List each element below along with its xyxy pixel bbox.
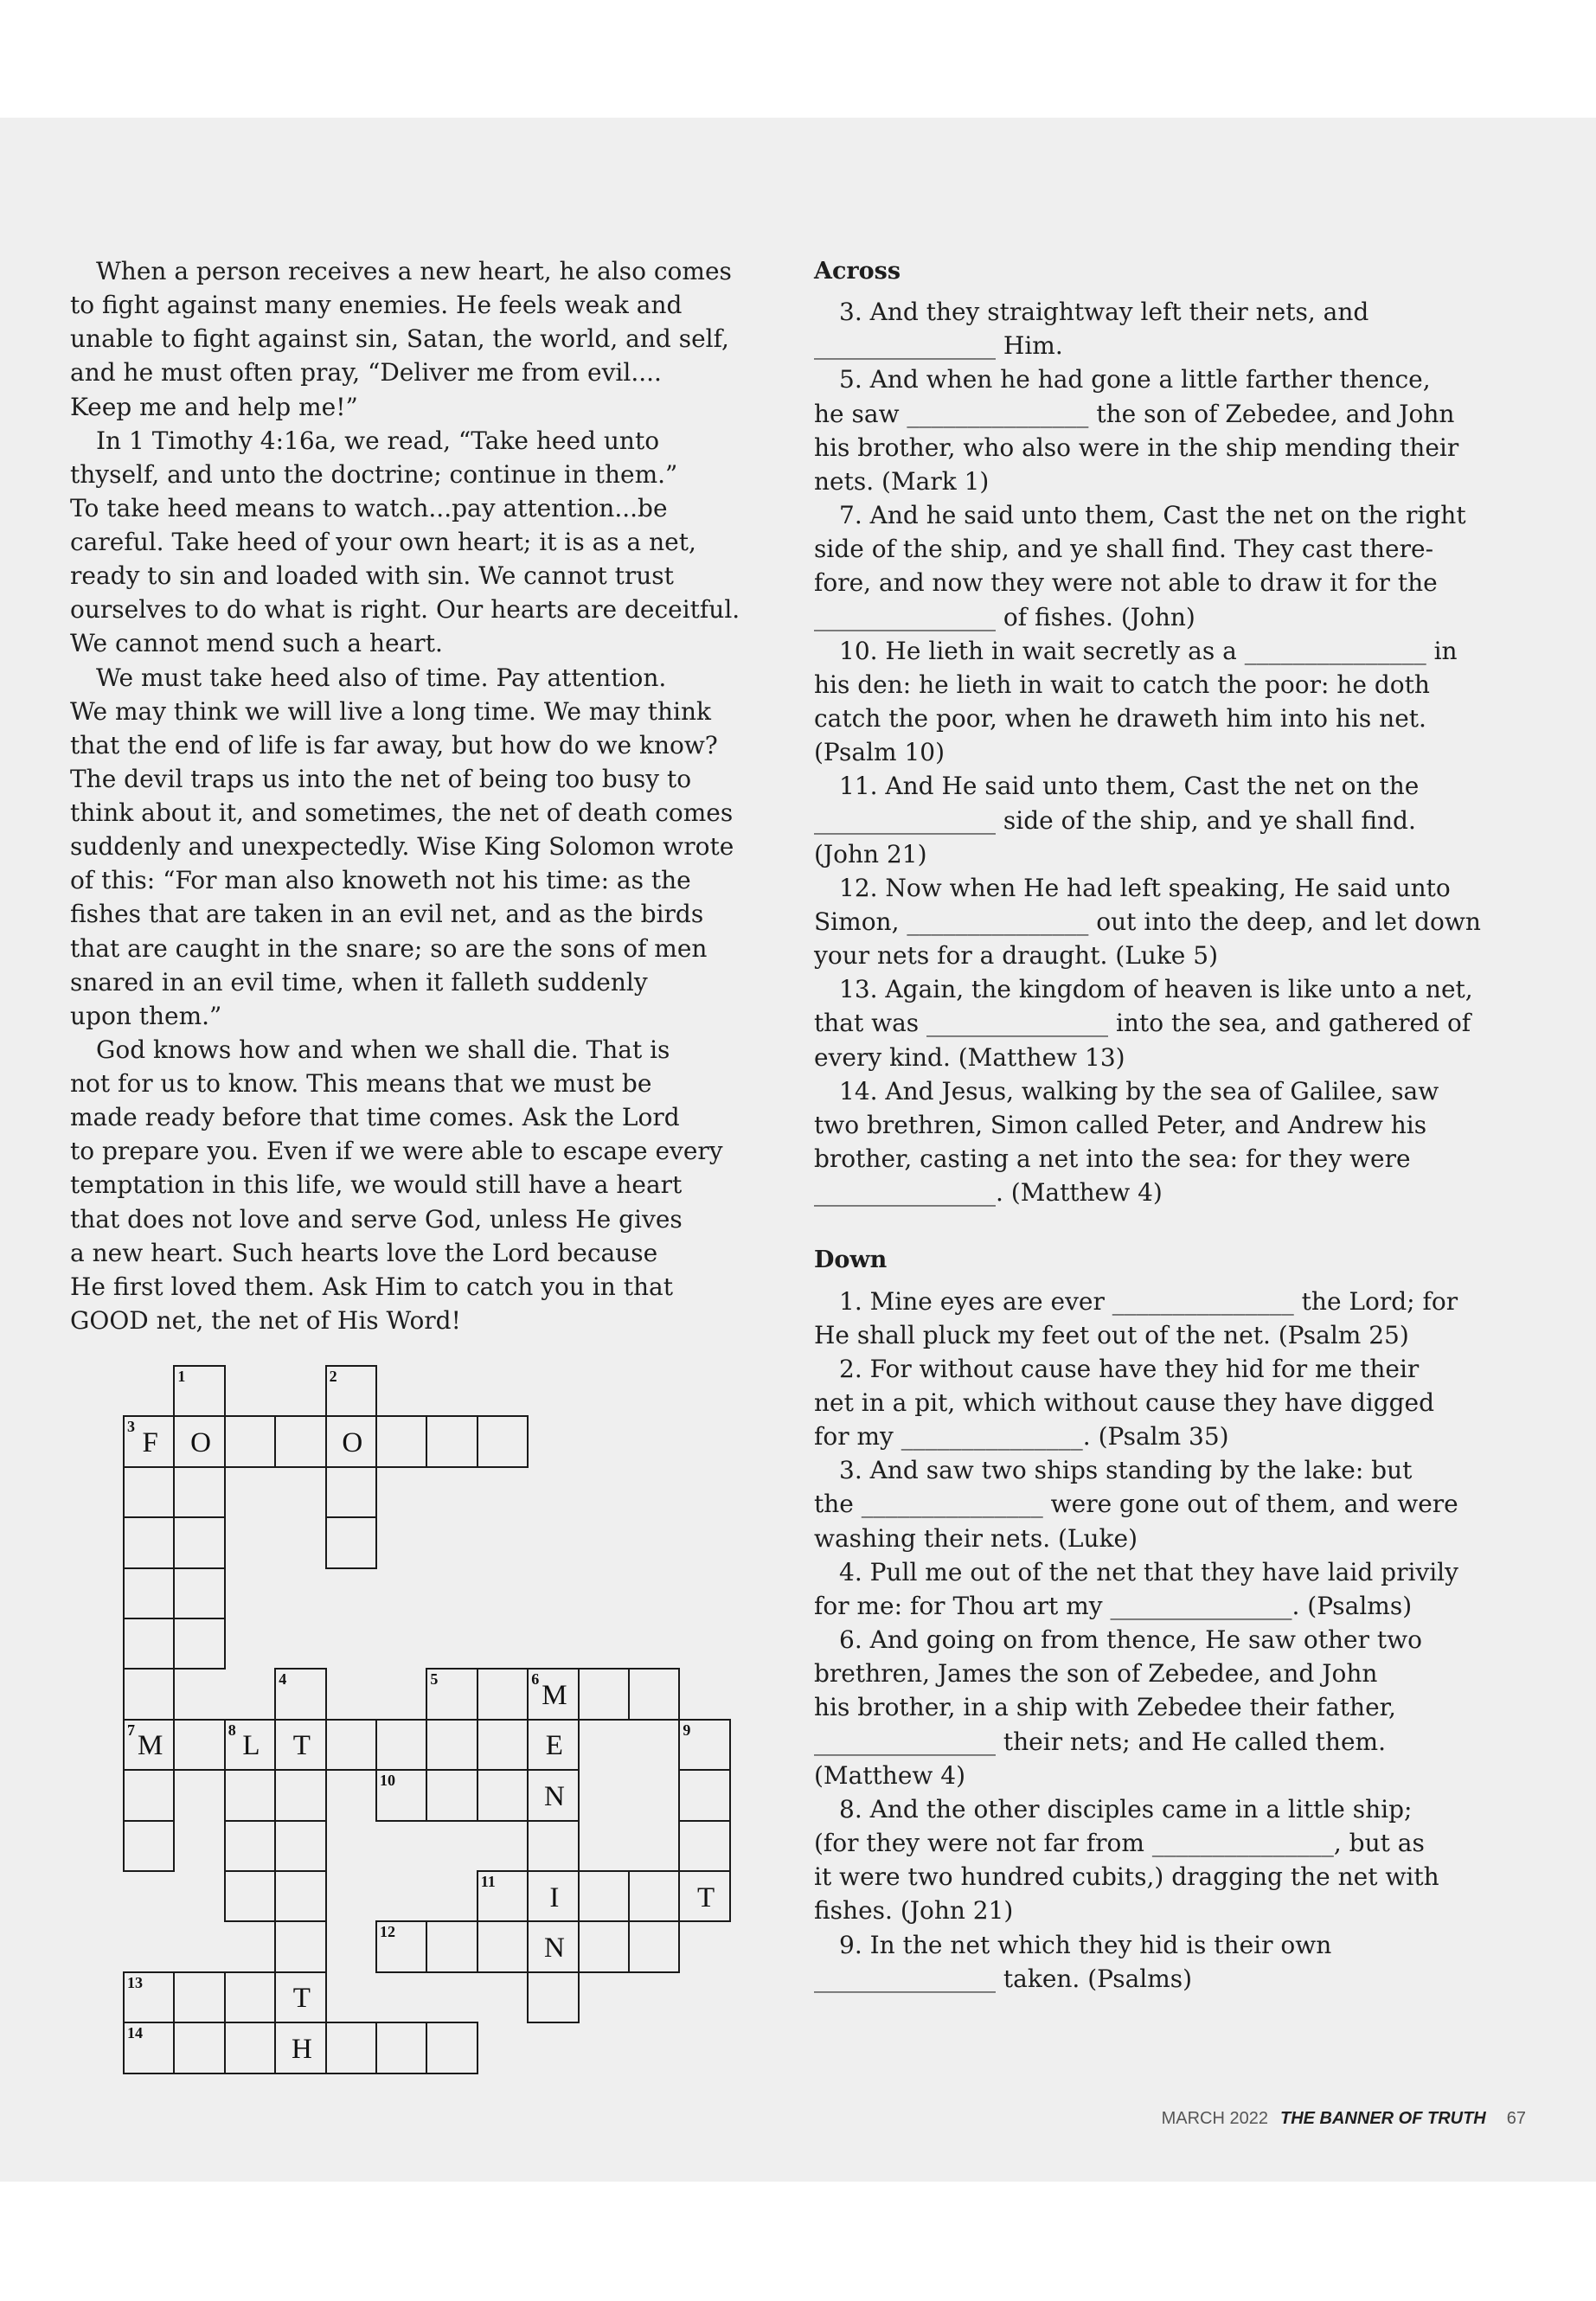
down-clue: 3. And saw two ships standing by the lake: but the _______________ were gone out of them, and were washing their nets. (Luke): [814, 1456, 1458, 1553]
cell-letter: F: [142, 1427, 158, 1459]
crossword-cell: [274, 1920, 326, 1972]
crossword-cell: [527, 1920, 579, 1972]
clue-number: 6: [531, 1670, 540, 1689]
article-paragraph: God knows how and when we shall die. That is not for us to know. This means that we must be made ready before that time comes. Ask the Lord to prepare you. Even if we were able to escape every temptation in this life, we would still have a heart that does not love and serve God, unless He gives a new heart. Such hearts love the Lord because He first loved them. Ask Him to catch you in that GOOD net, the net of His Word!: [70, 1035, 723, 1335]
clue-number: 12: [380, 1923, 395, 1941]
crossword-cell: [173, 1516, 225, 1568]
crossword-cell: [678, 1719, 730, 1771]
clue-number: 14: [127, 2024, 143, 2042]
crossword-cell: [375, 1920, 427, 1972]
crossword-cell: [123, 1971, 175, 2023]
down-clue: 8. And the other disciples came in a little ship; (for they were not far from _______________, but as it were two hundred cubits,) dragging the net with fishes. (John 21): [814, 1794, 1439, 1926]
crossword-cell: [426, 1719, 478, 1771]
clue-number: 10: [380, 1772, 395, 1790]
across-clue: 14. And Jesus, walking by the sea of Galilee, saw two brethren, Simon called Peter, and Andrew his brother, casting a net into the sea: for they were _______________. (Matthew 4): [814, 1076, 1439, 1208]
crossword-cell: [527, 1668, 579, 1720]
crossword-cell: [224, 1415, 276, 1467]
clues-column: [814, 254, 1526, 1996]
down-clue: 2. For without cause have they hid for me their net in a pit, which without cause they have digged for my _______________. (Psalm 35): [814, 1354, 1435, 1452]
down-clue: 4. Pull me out of the net that they have laid privily for me: for Thou art my _______________. (Psalms): [814, 1557, 1458, 1620]
clue-number: 1: [177, 1368, 186, 1385]
across-clue: 11. And He said unto them, Cast the net on the _______________ side of the ship, and ye shall find. (John 21): [814, 772, 1420, 868]
across-clue: 12. Now when He had left speaking, He said unto Simon, _______________ out into the deep, and let down your nets for a draught. (Luke 5): [814, 873, 1481, 971]
cell-letter: T: [292, 1983, 311, 2015]
down-clue: 1. Mine eyes are ever _______________ the Lord; for He shall pluck my feet out of the net. (Psalm 25): [814, 1286, 1458, 1349]
crossword-cell: [426, 2022, 478, 2073]
crossword-cell: [678, 1870, 730, 1922]
clue-number: 4: [279, 1670, 287, 1689]
crossword-cell: [527, 1971, 579, 2023]
issue-date: MARCH 2022: [1161, 2109, 1268, 2128]
article-paragraph: We must take heed also of time. Pay attention. We may think we will live a long time. We may think that the end of life is far away, but how do we know? The devil traps us into the net of being too busy to think about it, and sometimes, the net of death comes suddenly and unexpectedly. Wise King Solomon wrote of this: “For man also knoweth not his time: as the fishes that are taken in an evil net, and as the birds that are caught in the snare; so are the sons of men snared in an evil time, when it falleth suddenly upon them.”: [70, 663, 734, 1030]
crossword-cell: [173, 1567, 225, 1619]
clue-number: 3: [127, 1418, 135, 1436]
magazine-title: THE BANNER OF TRUTH: [1279, 2109, 1486, 2128]
crossword-cell: [274, 1769, 326, 1821]
clue-number: 2: [329, 1368, 337, 1385]
clue-number: 7: [127, 1721, 135, 1739]
cell-letter: L: [242, 1730, 260, 1762]
crossword-cell: [274, 1971, 326, 2023]
crossword-cell: [578, 1668, 630, 1720]
crossword-cell: [173, 1415, 225, 1467]
cell-letter: I: [549, 1881, 560, 1913]
crossword-cell: [274, 1668, 326, 1720]
crossword-cell: [527, 1820, 579, 1872]
clue-number: 13: [127, 1973, 143, 1991]
cell-letter: N: [543, 1932, 565, 1965]
article-paragraph: In 1 Timothy 4:16a, we read, “Take heed unto thyself, and unto the doctrine; continue in them.” To take heed means to watch...pay attention...be careful. Take heed of your own heart; it is as a net, ready to sin and loaded with sin. We cannot trust ourselves to do what is right. Our hearts are deceitful. We cannot mend such a heart.: [70, 426, 740, 658]
page-footer: [1162, 2108, 1526, 2129]
crossword-cell: [173, 2022, 225, 2073]
crossword-cell: [123, 1668, 175, 1720]
crossword-cell: [274, 1719, 326, 1771]
crossword-cell: [123, 1567, 175, 1619]
crossword-cell: [628, 1870, 680, 1922]
crossword-grid: [123, 1365, 731, 2074]
crossword-cell: [274, 1415, 326, 1467]
crossword-cell: [426, 1920, 478, 1972]
crossword-cell: [224, 1971, 276, 2023]
crossword-cell: [477, 1920, 529, 1972]
crossword-cell: [123, 1618, 175, 1670]
crossword-cell: [375, 1769, 427, 1821]
crossword-cell: [274, 1870, 326, 1922]
page-number: 67: [1506, 2109, 1526, 2128]
across-clue: 7. And he said unto them, Cast the net on the right side of the ship, and ye shall find. They cast there- fore, and now they were not able to draw it for the _______________ of fishes. (John): [814, 501, 1466, 631]
article-column: [70, 254, 778, 1337]
crossword-cell: [325, 1415, 377, 1467]
crossword-cell: [477, 1769, 529, 1821]
cell-letter: O: [190, 1427, 211, 1459]
crossword-cell: [325, 1466, 377, 1518]
down-heading: Down: [814, 1247, 888, 1274]
down-clue: 9. In the net which they hid is their own _______________ taken. (Psalms): [814, 1930, 1332, 1993]
cell-letter: H: [291, 2033, 312, 2065]
crossword-cell: [477, 1668, 529, 1720]
crossword-cell: [325, 1719, 377, 1771]
crossword-cell: [325, 1516, 377, 1568]
crossword-cell: [325, 2022, 377, 2073]
crossword-cell: [426, 1769, 478, 1821]
across-clue: 5. And when he had gone a little farther thence, he saw _______________ the son of Zebedee, and John his brother, who also were in the ship mending their nets. (Mark 1): [814, 365, 1459, 496]
crossword-cell: [173, 1719, 225, 1771]
crossword-cell: [477, 1870, 529, 1922]
crossword-cell: [123, 1719, 175, 1771]
across-clue: 3. And they straightway left their nets, and _______________ Him.: [814, 298, 1369, 361]
crossword-cell: [274, 1820, 326, 1872]
article-paragraph: When a person receives a new heart, he also comes to fight against many enemies. He feels weak and unable to fight against sin, Satan, the world, and self, and he must often pray, “Deliver me from evil.... Keep me and help me!”: [70, 257, 732, 421]
crossword-cell: [224, 2022, 276, 2073]
crossword-cell: [123, 2022, 175, 2073]
crossword-cell: [578, 1920, 630, 1972]
crossword-cell: [224, 1719, 276, 1771]
crossword-cell: [173, 1618, 225, 1670]
cell-letter: E: [545, 1730, 563, 1762]
crossword-cell: [123, 1466, 175, 1518]
crossword-cell: [224, 1769, 276, 1821]
crossword-cell: [123, 1769, 175, 1821]
crossword-cell: [123, 1820, 175, 1872]
crossword-cell: [325, 1365, 377, 1417]
crossword-cell: [678, 1820, 730, 1872]
cell-letter: M: [138, 1730, 163, 1762]
crossword-cell: [628, 1920, 680, 1972]
crossword-cell: [173, 1466, 225, 1518]
crossword-cell: [477, 1719, 529, 1771]
crossword-cell: [123, 1516, 175, 1568]
crossword-cell: [375, 2022, 427, 2073]
crossword-cell: [426, 1668, 478, 1720]
crossword-cell: [527, 1769, 579, 1821]
clue-number: 5: [430, 1670, 439, 1689]
crossword-cell: [375, 1415, 427, 1467]
cell-letter: M: [542, 1680, 567, 1712]
across-clue: 10. He lieth in wait secretly as a _______________ in his den: he lieth in wait to catch the poor: he doth catch the poor, when he draweth him into his net. (Psalm 10): [814, 636, 1458, 767]
crossword-cell: [426, 1415, 478, 1467]
across-clue: 13. Again, the kingdom of heaven is like unto a net, that was _______________ into the sea, and gathered of every kind. (Matthew 13): [814, 975, 1473, 1072]
crossword-cell: [224, 1820, 276, 1872]
crossword-cell: [578, 1870, 630, 1922]
down-clue: 6. And going on from thence, He saw other two brethren, James the son of Zebedee, and John his brother, in a ship with Zebedee their father, _______________ their nets; and He called them. (Matthew 4): [814, 1625, 1422, 1790]
crossword-cell: [173, 1971, 225, 2023]
cell-letter: T: [292, 1730, 311, 1762]
crossword-cell: [224, 1870, 276, 1922]
clue-number: 8: [228, 1721, 236, 1739]
crossword-cell: [274, 2022, 326, 2073]
crossword-cell: [628, 1668, 680, 1720]
crossword-cell: [678, 1769, 730, 1821]
clue-number: 11: [480, 1873, 496, 1890]
crossword-cell: [375, 1719, 427, 1771]
cell-letter: N: [543, 1780, 565, 1812]
crossword-cell: [527, 1870, 579, 1922]
cell-letter: O: [342, 1427, 363, 1459]
crossword-cell: [173, 1365, 225, 1417]
cell-letter: T: [697, 1881, 715, 1913]
crossword-cell: [527, 1719, 579, 1771]
crossword-cell: [123, 1415, 175, 1467]
crossword-cell: [477, 1415, 529, 1467]
across-heading: Across: [814, 258, 901, 285]
clue-number: 9: [683, 1721, 691, 1739]
